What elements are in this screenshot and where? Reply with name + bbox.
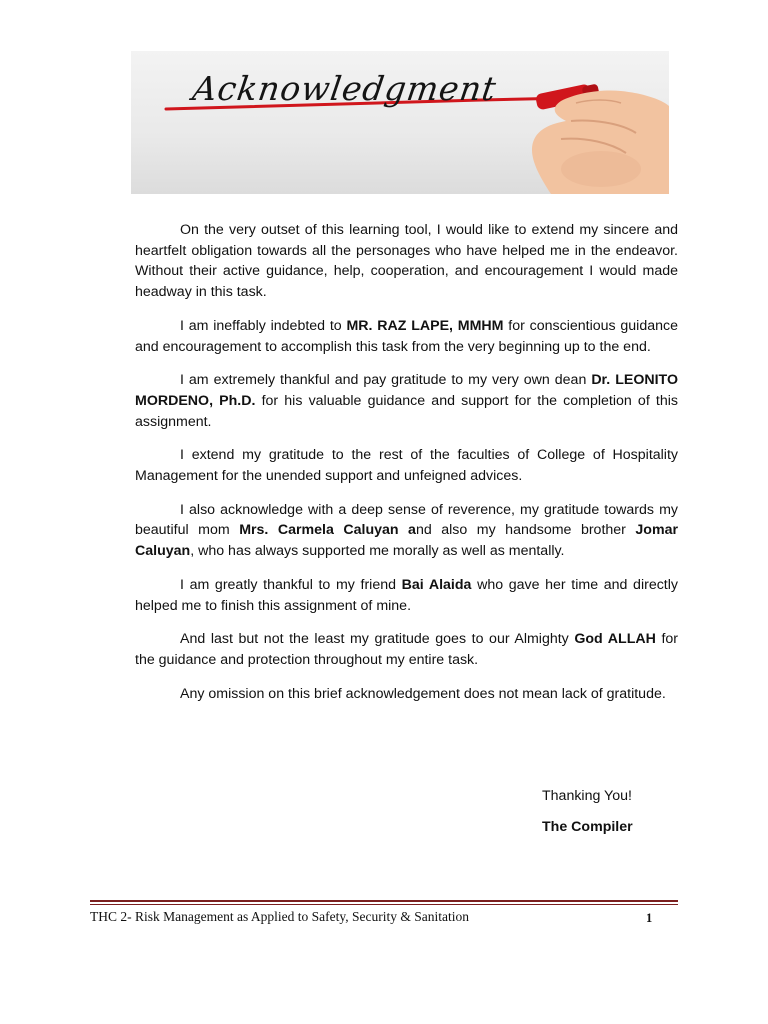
acknowledgment-banner-image [131,51,669,194]
text-segment: nd also my handsome brother [415,522,636,539]
bold-name: God ALLAH [574,631,656,648]
thanks-line: Thanking You! [542,788,632,804]
bold-name: MR. RAZ LAPE, MMHM [346,317,504,334]
bold-name: Dr. LEONITO MORDENO, Ph.D. [135,372,678,409]
text-segment: for the guidance and protection throughout my entire task. [135,631,679,668]
paragraph-4 [135,445,678,486]
footer-course-title: THC 2- Risk Management as Applied to Safety, Security & Sanitation [90,909,469,924]
acknowledgment-body [135,220,678,717]
text-segment: I also acknowledge with a deep sense of reverence, my gratitude towards my beautiful mom [135,501,678,539]
paragraph-2 [135,316,678,357]
paragraph-6 [135,575,678,616]
page-number: 1 [646,911,653,925]
paragraph-7 [135,629,678,670]
paragraph-1 [135,220,678,303]
bold-name: Mrs. Carmela Caluyan a [239,522,416,539]
text-segment: I am ineffably indebted to [180,317,347,334]
text-segment: for his valuable guidance and support for the completion of this assignment. [135,392,678,430]
paragraph-5 [135,500,678,562]
text-segment: who gave her time and directly helped me to finish this assignment of mine. [135,576,678,614]
text-segment: I am extremely thankful and pay gratitude to my very own dean [180,372,592,389]
text-segment: On the very outset of this learning tool, I would like to extend my sincere and heartfelt obligation towards all the personages who have helped me in the endeavor. Without their active guidance, help, cooperation, and encouragement I would made headway in this task. [135,222,678,301]
closing-block [542,786,633,837]
text-segment: I extend my gratitude to the rest of the faculties of College of Hospitality Management for the unended support and unfeigned advices. [135,447,678,485]
footer-rule [90,900,678,906]
text-segment: And last but not the least my gratitude goes to our Almighty [180,631,575,648]
text-segment: for conscientious guidance and encouragement to accomplish this task from the very beginning up to the end. [135,317,678,355]
bold-name: Jomar Caluyan [135,522,678,560]
banner-word: Acknowledgment [190,69,500,108]
signature-line: The Compiler [542,819,633,835]
paragraph-8 [135,684,678,705]
bold-name: Bai Alaida [401,576,472,593]
text-segment: Any omission on this brief acknowledgement does not mean lack of gratitude. [180,685,666,702]
paragraph-3 [135,370,678,432]
text-segment: , who has always supported me morally as well as mentally. [190,543,565,560]
text-segment: I am greatly thankful to my friend [180,576,402,593]
